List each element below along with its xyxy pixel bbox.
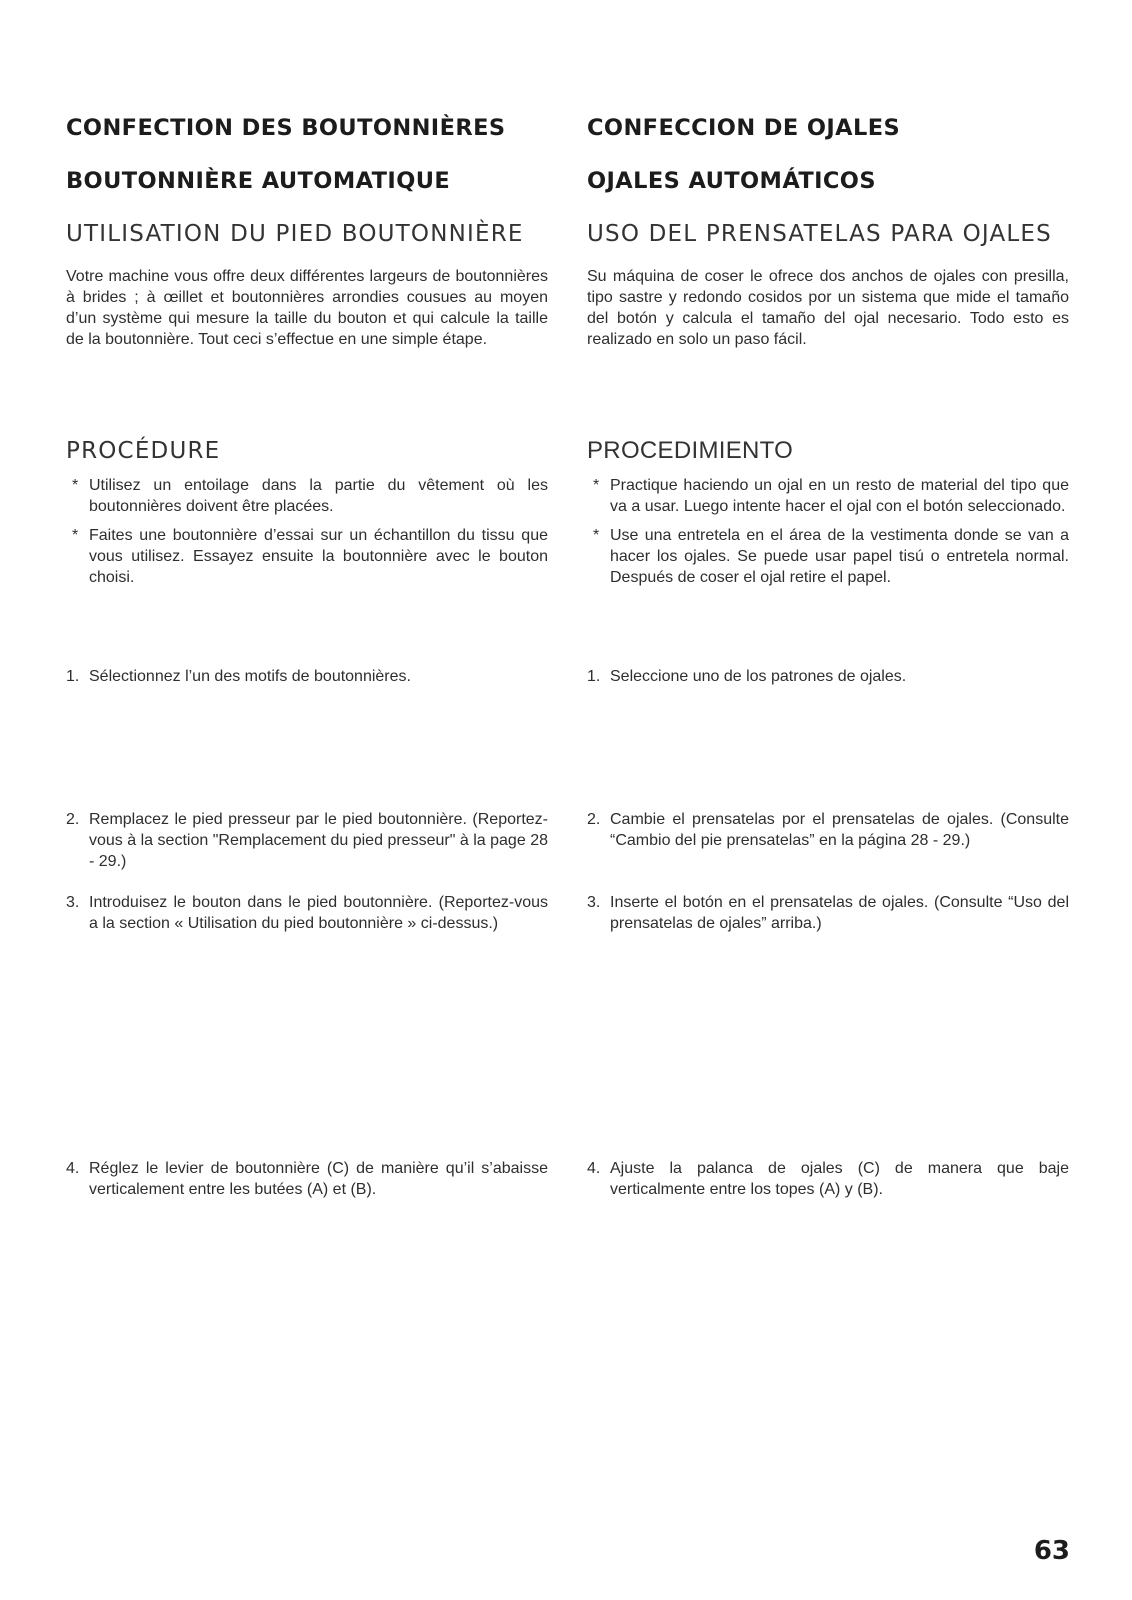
step-2: 2. Remplacez le pied presseur par le pied boutonnière. (Reportez-vous à la section "Remplacement du pied presseur" à la page 28 - 29.) (66, 811, 548, 870)
subheading-foot: UTILISATION DU PIED BOUTONNIÈRE (66, 221, 524, 247)
intro-paragraph: Votre machine vous offre deux différentes largeurs de boutonnières à brides ; à œillet et boutonnières arrondies cousues au moyen d’un système qui mesure la taille du bouton et qui calcule la taille de la boutonnière. Tout ceci s’effectue en une simple étape. (66, 268, 548, 348)
bullet-item: * Utilisez un entoilage dans la partie du vêtement où les boutonnières doivent être placées. (72, 477, 548, 515)
step-1: 1. Sélectionnez l’un des motifs de boutonnières. (66, 668, 411, 685)
page-number: 63 (1033, 1536, 1070, 1566)
procedure-heading: PROCEDIMIENTO (587, 437, 794, 464)
intro-paragraph: Su máquina de coser le ofrece dos anchos de ojales con presilla, tipo sastre y redondo cosidos por un sistema que mide el tamaño del botón y calcula el tamaño del ojal necesario. Todo esto es realizado en solo un paso fácil. (587, 268, 1069, 348)
bullet-item: * Practique haciendo un ojal en un resto de material del tipo que va a usar. Luego intente hacer el ojal con el botón seleccionado. (593, 477, 1069, 515)
step-2: 2. Cambie el prensatelas por el prensatelas de ojales. (Consulte “Cambio del pie prensatelas” en la página 28 - 29.) (587, 811, 1069, 849)
step-1: 1. Seleccione uno de los patrones de ojales. (587, 668, 907, 685)
procedure-bullets (66, 475, 548, 596)
procedure-heading: PROCÉDURE (66, 438, 221, 464)
heading-automaticos: OJALES AUTOMÁTICOS (587, 168, 876, 194)
heading-confeccion: CONFECCION DE OJALES (587, 115, 901, 141)
heading-automatic: BOUTONNIÈRE AUTOMATIQUE (66, 168, 451, 194)
step-3: 3. Introduisez le bouton dans le pied boutonnière. (Reportez-vous a la section « Utilisation du pied boutonnière » ci-dessus.) (66, 894, 548, 932)
procedure-bullets (587, 475, 1069, 596)
bullet-item: * Use una entretela en el área de la vestimenta donde se van a hacer los ojales. Se puede usar papel tisú o entretela normal. Después de coser el ojal retire el papel. (593, 527, 1069, 586)
step-3: 3. Inserte el botón en el prensatelas de ojales. (Consulte “Uso del prensatelas de ojales” arriba.) (587, 894, 1069, 932)
subheading-prensatelas: USO DEL PRENSATELAS PARA OJALES (587, 221, 1052, 247)
step-4: 4. Ajuste la palanca de ojales (C) de manera que baje verticalmente entre los topes (A) y (B). (587, 1160, 1069, 1198)
bullet-item: * Faites une boutonnière d’essai sur un échantillon du tissu que vous utilisez. Essayez ensuite la boutonnière avec le bouton choisi. (72, 527, 548, 586)
heading-confection: CONFECTION DES BOUTONNIÈRES (66, 115, 506, 141)
step-4: 4. Réglez le levier de boutonnière (C) de manière qu’il s’abaisse verticalement entre les butées (A) et (B). (66, 1160, 548, 1198)
